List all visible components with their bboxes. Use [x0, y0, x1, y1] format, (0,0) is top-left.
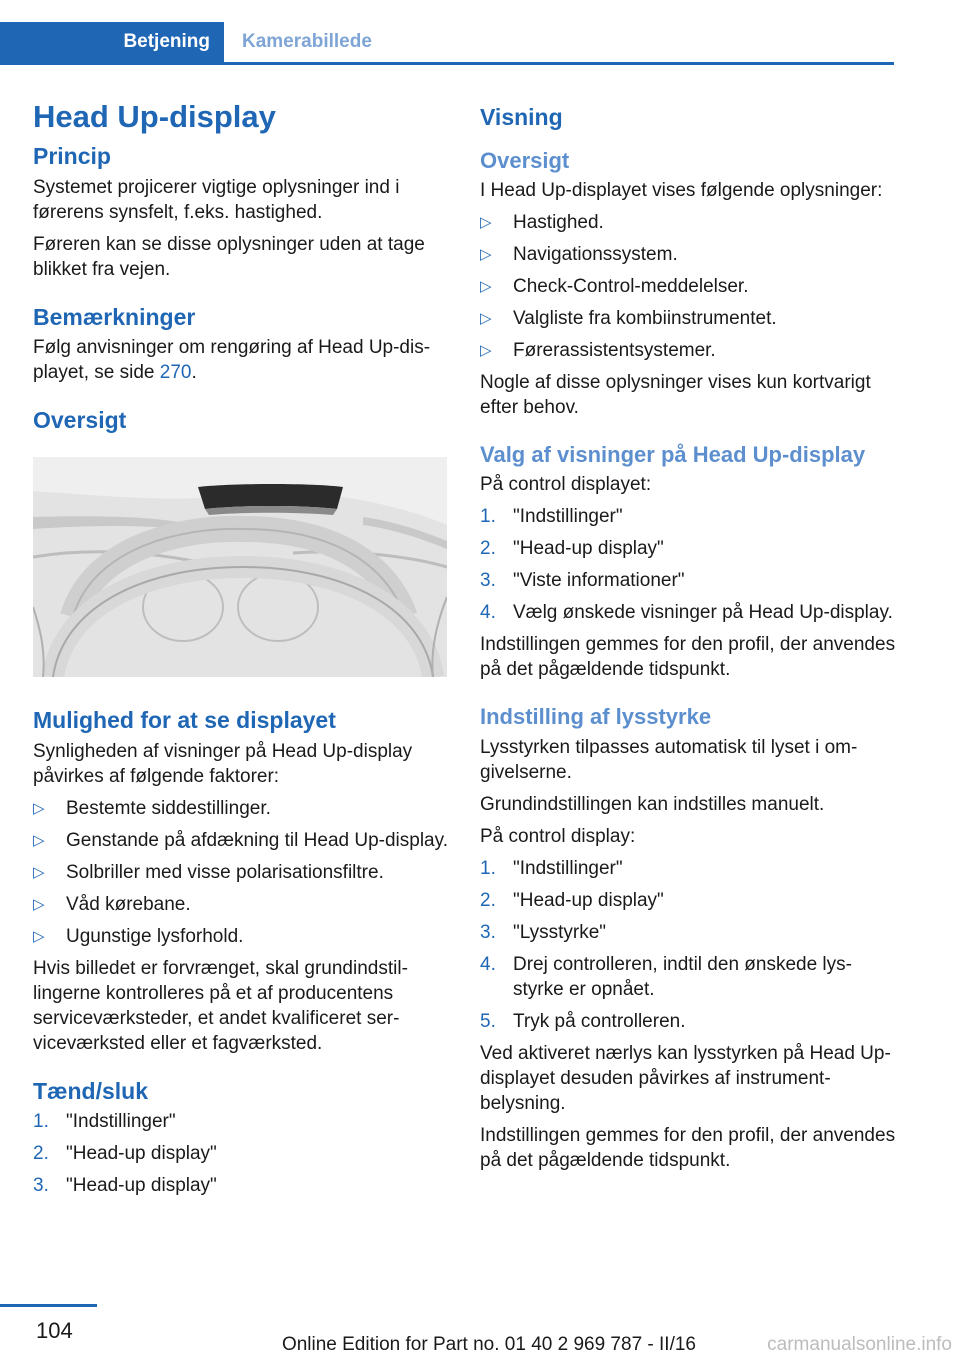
tab-betjening-label: Betjening	[123, 31, 210, 52]
right-column	[480, 98, 896, 1180]
list-item: 3. "Head-up display"	[33, 1175, 217, 1197]
princip-paragraph-1: Systemet projicerer vigtige oplysninger ind i førerens synsfelt, f.eks. hastighed.	[33, 176, 400, 223]
valg-intro: På control displayet:	[480, 474, 652, 496]
page-number: 104	[36, 1318, 73, 1343]
heading-visning: Visning	[480, 104, 563, 130]
heading-lysstyrke: Indstilling af lysstyrke	[480, 704, 712, 730]
heading-valg: Valg af visninger på Head Up-display	[480, 441, 866, 467]
list-item: 2. "Head-up display"	[480, 538, 664, 560]
bemaerk-end: .	[191, 362, 197, 384]
list-item: ▷ Førerassistentsystemer.	[480, 338, 896, 363]
heading-bemaerkninger: Bemærkninger	[33, 303, 196, 330]
tab-kamerabillede[interactable]: Kamerabillede	[242, 31, 372, 52]
mulighed-intro: Synligheden af visninger på Head Up-display påvirkes af følgende faktorer:	[33, 740, 413, 787]
heading-oversigt-right: Oversigt	[480, 147, 570, 173]
princip-paragraph-2: Føreren kan se disse oplysninger uden at tage blikket fra vejen.	[33, 233, 425, 280]
list-item: 5. Tryk på controlleren.	[480, 1010, 686, 1032]
heading-taend-sluk: Tænd/sluk	[33, 1077, 149, 1104]
valg-list	[480, 504, 896, 625]
bemaerk-text: Følg anvisninger om rengøring af Head Up-displayet, se side	[33, 337, 431, 384]
page-header	[0, 22, 894, 65]
dashboard-figure	[33, 457, 447, 677]
lys-paragraph-2: Grundindstillingen kan indstilles manuelt.	[480, 793, 825, 815]
valg-after: Indstillingen gemmes for den profil, der anvendes på det pågældende tidspunkt.	[480, 634, 896, 681]
list-item: 3. "Lysstyrke"	[480, 921, 607, 943]
list-item: 4. Vælg ønskede visninger på Head Up-display.	[480, 602, 893, 624]
lys-paragraph-3: På control display:	[480, 825, 636, 847]
mulighed-list	[33, 796, 449, 949]
heading-princip: Princip	[33, 143, 111, 170]
oversigt-intro: I Head Up-displayet vises følgende oplysninger:	[480, 179, 883, 201]
taend-list	[33, 1109, 449, 1198]
bemaerk-paragraph	[33, 335, 449, 385]
oversigt-list	[480, 210, 896, 363]
lys-paragraph-1: Lysstyrken tilpasses automatisk til lyset i omgivelserne.	[480, 736, 858, 783]
list-item: 2. "Head-up display"	[480, 889, 664, 911]
list-item: 3. "Viste informationer"	[480, 570, 685, 592]
list-item: ▷ Solbriller med visse polarisationsfiltre.	[33, 860, 449, 885]
mulighed-after: Hvis billedet er forvrænget, skal grundindstillingerne kontrolleres på et af producentens serviceværksteder, et andet kvalificeret serviceværksted eller et fagværksted.	[33, 957, 408, 1054]
list-item: 4. Drej controlleren, indtil den ønskede lysstyrke er opnået.	[480, 953, 852, 1000]
tab-betjening[interactable]	[0, 22, 224, 62]
list-item: 1. "Indstillinger"	[33, 1111, 176, 1133]
lys-after-2: Indstillingen gemmes for den profil, der anvendes på det pågældende tidspunkt.	[480, 1124, 896, 1171]
list-item: 2. "Head-up display"	[33, 1143, 217, 1165]
list-item: ▷ Våd kørebane.	[33, 892, 449, 917]
page-link-270[interactable]: 270	[159, 362, 192, 384]
oversigt-after: Nogle af disse oplysninger vises kun kortvarigt efter behov.	[480, 371, 871, 418]
dashboard-illustration	[33, 457, 447, 677]
edition-text: Online Edition for Part no. 01 40 2 969 787 - II/16	[281, 1334, 696, 1355]
heading-oversigt-left: Oversigt	[33, 407, 127, 434]
list-item: ▷ Ugunstige lysforhold.	[33, 924, 449, 949]
list-item: 1. "Indstillinger"	[480, 857, 623, 879]
list-item: ▷ Check-Control-meddelelser.	[480, 274, 896, 299]
list-item: 1. "Indstillinger"	[480, 506, 623, 528]
list-item: ▷ Navigationssystem.	[480, 242, 896, 267]
left-column	[33, 98, 449, 1205]
page-title: Head Up-display	[33, 99, 276, 134]
watermark: carmanualsonline.info	[767, 1334, 952, 1355]
list-item: ▷ Bestemte siddestillinger.	[33, 796, 449, 821]
lys-list	[480, 856, 896, 1034]
heading-mulighed: Mulighed for at se displayet	[33, 706, 336, 733]
list-item: ▷ Hastighed.	[480, 210, 896, 235]
lys-after-1: Ved aktiveret nærlys kan lysstyrken på Head Up-displayet desuden påvirkes af instrumentbelysning.	[480, 1042, 891, 1114]
list-item: ▷ Genstande på afdækning til Head Up-display.	[33, 828, 449, 853]
list-item: ▷ Valgliste fra kombiinstrumentet.	[480, 306, 896, 331]
footer-rule	[0, 1304, 97, 1307]
